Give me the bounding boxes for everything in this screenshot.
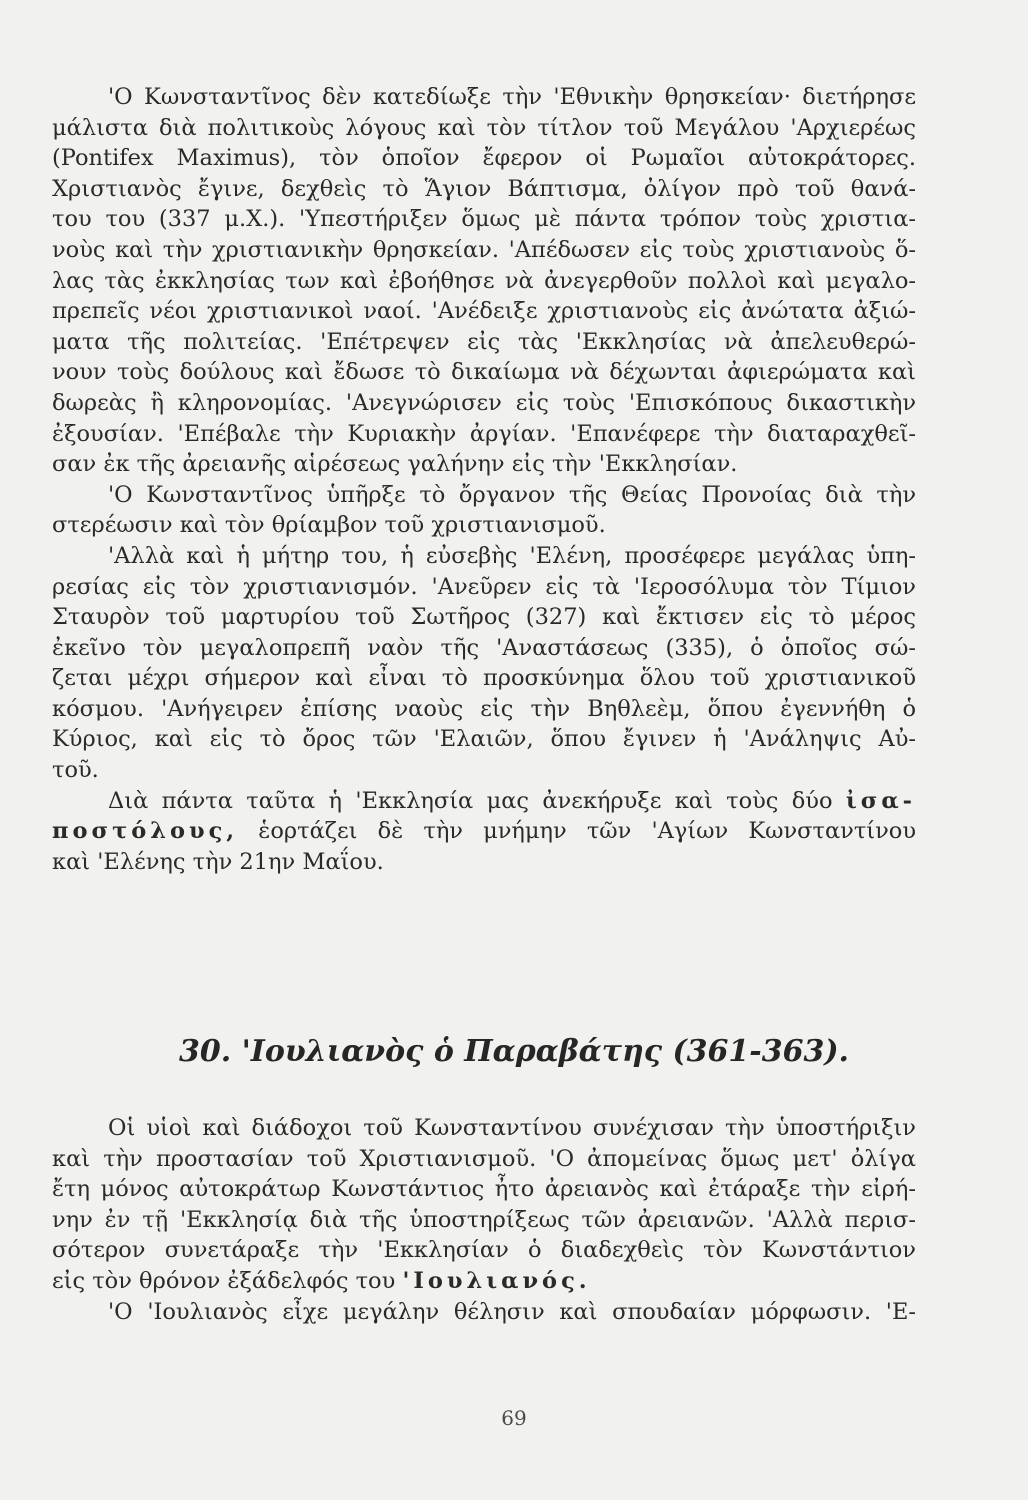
text-line: ἐξουσίαν. 'Επέβαλε τὴν Κυριακὴν ἀργίαν. 'Επανέφερε τὴν διαταραχθεῖ- (52, 420, 916, 447)
text-line: σότερον συνετάραξε τὴν 'Εκκλησίαν ὁ διαδεχθεὶς τὸν Κωνστάντιον (52, 1237, 916, 1264)
text-line: (Pontifex Maximus), τὸν ὁποῖον ἔφερον οἱ Ρωμαῖοι αὐτοκράτορες. (52, 145, 916, 172)
text-segment: Διὰ πάντα ταῦτα ἡ 'Εκκλησία μας ἀνεκήρυξε καὶ τοὺς δύο (108, 787, 833, 814)
text-line: τοῦ. (52, 757, 99, 784)
emphasized-term: ἰσα- (845, 787, 916, 814)
text-line: 'Αλλὰ καὶ ἡ μήτηρ του, ἡ εὐσεβὴς 'Ελένη, προσέφερε μεγάλας ὑπη- (108, 542, 916, 569)
text-segment: εἰς τὸν θρόνον ἐξάδελφός του (52, 1267, 396, 1294)
text-line: Κύριος, καὶ εἰς τὸ ὄρος τῶν 'Ελαιῶν, ὅπου ἔγινεν ἡ 'Ανάληψις Αὐ- (52, 726, 916, 753)
text-line: ἐκεῖνο τὸν μεγαλοπρεπῆ ναὸν τῆς 'Αναστάσεως (335), ὁ ὁποῖος σώ- (52, 634, 916, 661)
text-line: ἔτη μόνος αὐτοκράτωρ Κωνστάντιος ἦτο ἀρειανὸς καὶ ἐτάραξε τὴν εἰρή- (52, 1176, 916, 1203)
text-line: πρεπεῖς νέοι χριστιανικοὶ ναοί. 'Ανέδειξε χριστιανοὺς εἰς ἀνώτατα ἀξιώ- (52, 298, 916, 325)
text-line: κόσμου. 'Ανήγειρεν ἐπίσης ναοὺς εἰς τὴν Βηθλεὲμ, ὅπου ἐγεννήθη ὁ (52, 695, 916, 722)
text-line: μάλιστα διὰ πολιτικοὺς λόγους καὶ τὸν τίτλον τοῦ Μεγάλου 'Αρχιερέως (52, 114, 916, 141)
text-line: λας τὰς ἐκκλησίας των καὶ ἐβοήθησε νὰ ἀνεγερθοῦν πολλοὶ καὶ μεγαλο- (52, 267, 916, 294)
text-line (52, 786, 916, 817)
page-number: 69 (501, 1406, 527, 1430)
emphasized-term: 'Ιουλιανός. (402, 1267, 591, 1294)
text-line: ζεται μέχρι σήμερον καὶ εἶναι τὸ προσκύνημα ὅλου τοῦ χριστιανικοῦ (52, 665, 916, 692)
text-segment: ἑορτάζει δὲ τὴν μνήμην τῶν 'Αγίων Κωνσταντίνου (258, 818, 917, 845)
text-line: Οἱ υἱοὶ καὶ διάδοχοι τοῦ Κωνσταντίνου συνέχισαν τὴν ὑποστήριξιν (108, 1115, 916, 1141)
text-line: δωρεὰς ἢ κληρονομίας. 'Ανεγνώρισεν εἰς τοὺς 'Επισκόπους δικαστικὴν (52, 389, 916, 416)
text-line: στερέωσιν καὶ τὸν θρίαμβον τοῦ χριστιανισμοῦ. (52, 512, 606, 539)
text-line (52, 816, 916, 847)
text-line: 'Ο 'Ιουλιανὸς εἶχε μεγάλην θέλησιν καὶ σπουδαίαν μόρφωσιν. 'Ε- (108, 1298, 916, 1325)
text-line: 'Ο Κωνσταντῖνος δὲν κατεδίωξε τὴν 'Εθνικὴν θρησκείαν· διετήρησε (108, 84, 916, 110)
text-line: ματα τῆς πολιτείας. 'Επέτρεψεν εἰς τὰς 'Εκκλησίας νὰ ἀπελευθερώ- (52, 328, 916, 355)
text-block-lower (52, 1113, 916, 1327)
text-line: Χριστιανὸς ἔγινε, δεχθεὶς τὸ Ἅγιον Βάπτισμα, ὀλίγον πρὸ τοῦ θανά- (52, 175, 916, 202)
text-line: 'Ο Κωνσταντῖνος ὑπῆρξε τὸ ὄργανον τῆς Θείας Προνοίας διὰ τὴν (108, 481, 916, 508)
text-line: καὶ τὴν προστασίαν τοῦ Χριστιανισμοῦ. 'Ο ἀπομείνας ὅμως μετ' ὀλίγα (52, 1145, 916, 1172)
text-line: καὶ 'Ελένης τὴν 21ην Μαΐου. (52, 848, 384, 875)
section-heading: 30. 'Ιουλιανὸς ὁ Παραβάτης (361-363). (178, 1034, 850, 1069)
text-line: νην ἐν τῇ 'Εκκλησίᾳ διὰ τῆς ὑποστηρίξεως τῶν ἀρειανῶν. 'Αλλὰ περισ- (52, 1206, 916, 1233)
text-block-upper (52, 82, 916, 877)
text-line: του του (337 μ.Χ.). 'Υπεστήριξεν ὅμως μὲ πάντα τρόπον τοὺς χριστια- (52, 206, 916, 233)
text-line (52, 1266, 916, 1297)
text-line: νουν τοὺς δούλους καὶ ἔδωσε τὸ δικαίωμα νὰ δέχωνται ἀφιερώματα καὶ (52, 359, 916, 386)
text-line: νοὺς καὶ τὴν χριστιανικὴν θρησκείαν. 'Απέδωσεν εἰς τοὺς χριστιανοὺς ὅ- (52, 236, 916, 263)
text-line: ρεσίας εἰς τὸν χριστιανισμόν. 'Ανεῦρεν εἰς τὰ 'Ιεροσόλυμα τὸν Τίμιον (52, 573, 916, 600)
emphasized-term: ποστόλους, (52, 818, 239, 845)
text-line: σαν ἐκ τῆς ἀρειανῆς αἱρέσεως γαλήνην εἰς τὴν 'Εκκλησίαν. (52, 451, 738, 478)
text-line: Σταυρὸν τοῦ μαρτυρίου τοῦ Σωτῆρος (327) καὶ ἔκτισεν εἰς τὸ μέρος (52, 604, 916, 631)
